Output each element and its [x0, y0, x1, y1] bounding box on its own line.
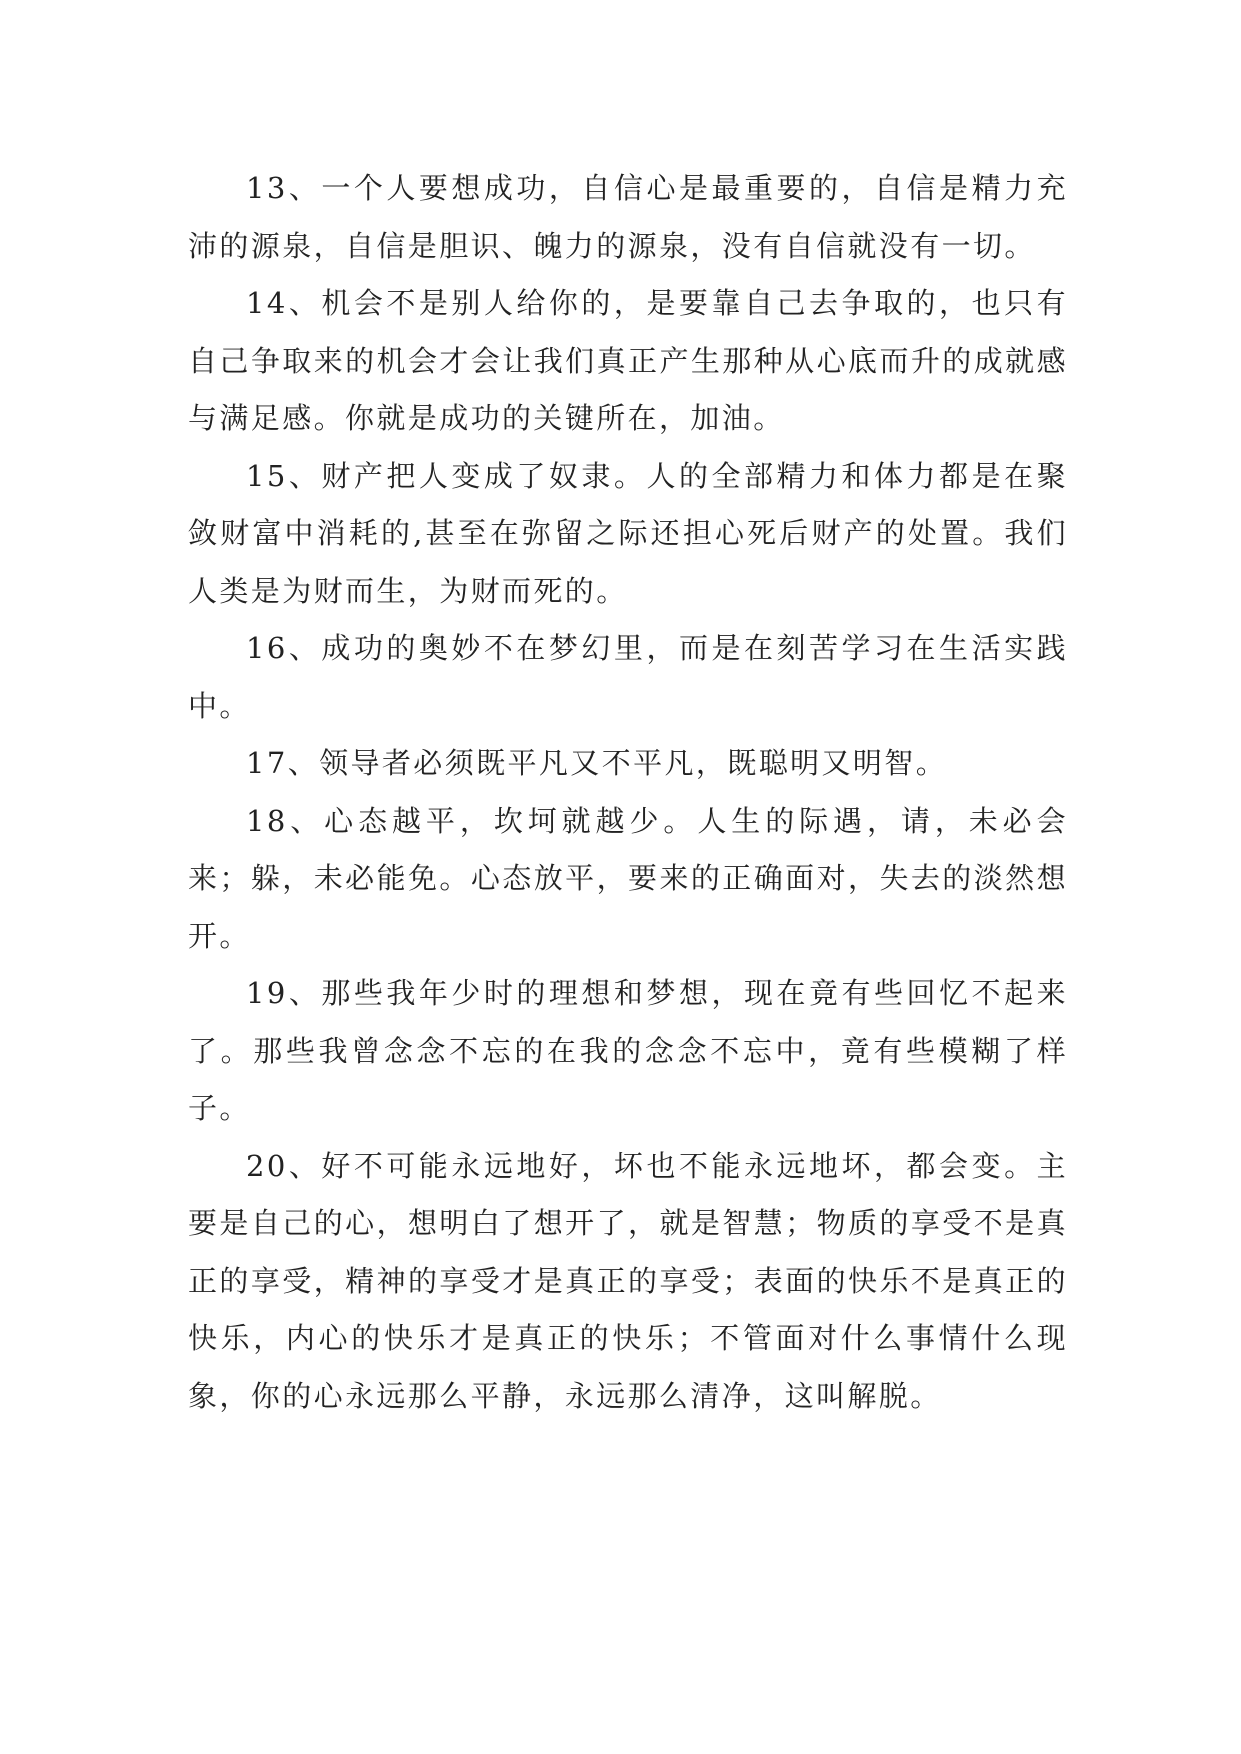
- paragraph-19: 19、那些我年少时的理想和梦想，现在竟有些回忆不起来了。那些我曾念念不忘的在我的念念不忘中，竟有些模糊了样子。: [188, 976, 1068, 1125]
- paragraph-14: 14、机会不是别人给你的，是要靠自己去争取的，也只有自己争取来的机会才会让我们真正产生那种从心底而升的成就感与满足感。你就是成功的关键所在，加油。: [188, 286, 1068, 435]
- paragraph-15: 15、财产把人变成了奴隶。人的全部精力和体力都是在聚敛财富中消耗的,甚至在弥留之际还担心死后财产的处置。我们人类是为财而生，为财而死的。: [188, 458, 1068, 608]
- paragraph-16: 16、成功的奥妙不在梦幻里，而是在刻苦学习在生活实践中。: [188, 631, 1068, 723]
- paragraph-17: 17、领导者必须既平凡又不平凡，既聪明又明智。: [246, 746, 948, 780]
- paragraph-20: 20、好不可能永远地好，坏也不能永远地坏，都会变。主要是自己的心，想明白了想开了，就是智慧；物质的享受不是真正的享受，精神的享受才是真正的享受；表面的快乐不是真正的快乐，内心的快乐才是真正的快乐；不管面对什么事情什么现象，你的心永远那么平静，永远那么清净，这叫解脱。: [188, 1148, 1068, 1413]
- paragraph-18: 18、心态越平，坎坷就越少。人生的际遇，请，未必会来；躲，未必能免。心态放平，要来的正确面对，失去的淡然想开。: [188, 803, 1068, 953]
- paragraph-13: 13、一个人要想成功，自信心是最重要的，自信是精力充沛的源泉，自信是胆识、魄力的源泉，没有自信就没有一切。: [188, 171, 1068, 263]
- document-body: [188, 160, 1068, 1425]
